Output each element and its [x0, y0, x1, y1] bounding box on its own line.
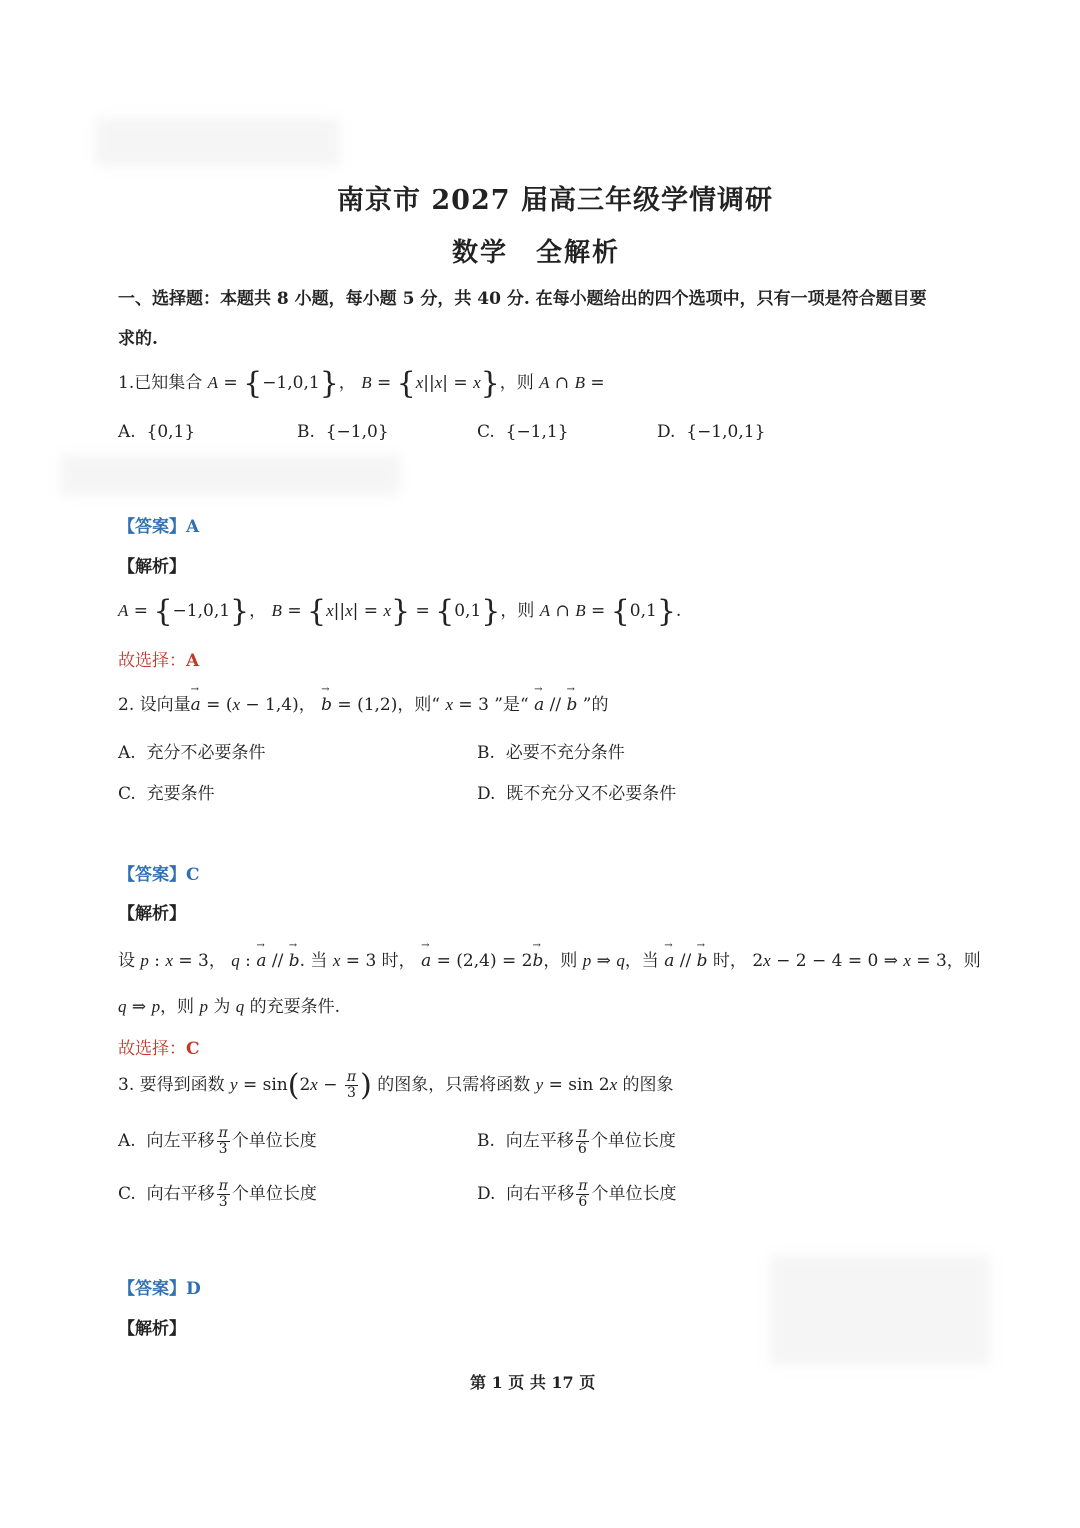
option-value: {−1,0,1}: [686, 422, 766, 442]
option-pre: 向右平移: [506, 1184, 575, 1204]
question-1-option-a[interactable]: [118, 422, 195, 442]
page-subtitle: 数学 全解析: [452, 238, 621, 268]
option-post: 个单位长度: [231, 1131, 317, 1151]
question-1-option-d[interactable]: [657, 422, 765, 442]
question-3-option-c[interactable]: [118, 1179, 317, 1210]
fraction-numerator: π: [578, 1178, 588, 1194]
question-2-option-c[interactable]: [118, 779, 215, 804]
option-post: 个单位长度: [591, 1184, 677, 1204]
option-value: {0,1}: [146, 422, 196, 442]
question-2-option-a[interactable]: [118, 738, 266, 763]
question-1-answer: [118, 512, 199, 537]
fraction-denominator: 6: [577, 1141, 587, 1157]
question-1-math: A = {−1,0,1}， B = {x||x| = x}，则 A ∩ B =: [207, 366, 605, 401]
question-1-conclusion: [118, 646, 199, 671]
question-3-stem: [118, 1068, 674, 1103]
question-2-analysis-line2: q ⇒ p，则 p 为 q 的充要条件.: [118, 997, 341, 1017]
option-text: 既不充分又不必要条件: [506, 784, 677, 804]
fraction-numerator: π: [577, 1125, 587, 1141]
option-letter: D.: [477, 784, 496, 804]
option-text: 充分不必要条件: [146, 743, 266, 763]
section-instructions-cont: 求的.: [118, 329, 158, 349]
answer-value: A: [186, 517, 200, 537]
answer-label: 【答案】: [118, 517, 186, 537]
option-value: {−1,0}: [325, 422, 389, 442]
question-2-math: → a = (x − 1,4)， → b = (1,2)，则“ x = 3 ”是“ → a // → b ”的: [191, 695, 609, 715]
question-2-stem: [118, 690, 608, 715]
question-1-option-c[interactable]: [477, 422, 569, 442]
option-pre: 向左平移: [505, 1131, 574, 1151]
option-value: {−1,1}: [505, 422, 569, 442]
option-letter: B.: [297, 422, 315, 442]
question-1-prefix: 1.已知集合: [118, 373, 203, 393]
question-3-prefix: 3. 要得到函数: [118, 1075, 225, 1095]
question-2-analysis-label: 【解析】: [118, 904, 186, 924]
question-2-analysis-line1: 设 p : x = 3， q : → a // → b. 当 x = 3 时， → a = (2,4) = 2→ b，则 p ⇒ q，当 → a // → b 时， 2x − 2 − 4 = 0 ⇒ x = 3，则: [118, 946, 981, 971]
option-letter: C.: [118, 1184, 136, 1204]
scan-smudge: [95, 118, 340, 166]
conclusion-label: 故选择：: [118, 1039, 186, 1059]
conclusion-label: 故选择：: [118, 651, 186, 671]
answer-label: 【答案】: [118, 1279, 186, 1299]
answer-value: C: [186, 865, 200, 885]
question-3-analysis-label: 【解析】: [118, 1319, 186, 1339]
option-letter: B.: [477, 743, 495, 763]
option-letter: A.: [118, 743, 136, 763]
option-letter: C.: [477, 422, 495, 442]
page-number: 第 1 页 共 17 页: [470, 1373, 596, 1392]
option-letter: D.: [657, 422, 676, 442]
fraction-numerator: π: [218, 1125, 228, 1141]
option-text: 必要不充分条件: [505, 743, 625, 763]
question-1-option-b[interactable]: [297, 422, 389, 442]
scan-smudge: [770, 1255, 990, 1365]
question-1-stem: [118, 366, 605, 401]
question-3-answer: [118, 1274, 201, 1299]
page-title: 南京市 2027 届高三年级学情调研: [337, 185, 773, 216]
scan-smudge: [60, 455, 400, 495]
option-letter: B.: [477, 1131, 495, 1151]
question-3-math: y = sin(2x − $\frac{\pi}{3}$ ) 的图象，只需将函数 y = sin 2x 的图象: [230, 1068, 674, 1103]
conclusion-value: C: [186, 1039, 200, 1059]
option-post: 个单位长度: [590, 1131, 676, 1151]
fraction-denominator: 3: [218, 1194, 228, 1210]
conclusion-value: A: [186, 651, 200, 671]
answer-value: D: [186, 1279, 201, 1299]
option-letter: A.: [118, 422, 136, 442]
question-2-option-b[interactable]: [477, 738, 625, 763]
answer-label: 【答案】: [118, 865, 186, 885]
question-1-analysis-label: 【解析】: [118, 557, 186, 577]
option-letter: D.: [477, 1184, 496, 1204]
option-pre: 向左平移: [146, 1131, 215, 1151]
question-2-option-d[interactable]: [477, 779, 676, 804]
fraction-denominator: 3: [218, 1141, 228, 1157]
fraction-denominator: 6: [578, 1194, 588, 1210]
section-instructions: 一、选择题：本题共 8 小题，每小题 5 分，共 40 分. 在每小题给出的四个选项中，只有一项是符合题目要: [118, 289, 927, 309]
fraction-numerator: π: [218, 1178, 228, 1194]
question-3-option-b[interactable]: [477, 1126, 676, 1157]
option-letter: C.: [118, 784, 136, 804]
question-3-option-d[interactable]: [477, 1179, 676, 1210]
question-2-conclusion: [118, 1034, 200, 1059]
option-post: 个单位长度: [231, 1184, 317, 1204]
option-letter: A.: [118, 1131, 136, 1151]
question-2-prefix: 2. 设向量: [118, 695, 191, 715]
question-2-answer: [118, 860, 200, 885]
option-pre: 向右平移: [146, 1184, 215, 1204]
question-1-analysis: A = {−1,0,1}， B = {x||x| = x} = {0,1}，则 A ∩ B = {0,1}.: [118, 594, 682, 629]
question-3-option-a[interactable]: [118, 1126, 317, 1157]
option-text: 充要条件: [146, 784, 215, 804]
